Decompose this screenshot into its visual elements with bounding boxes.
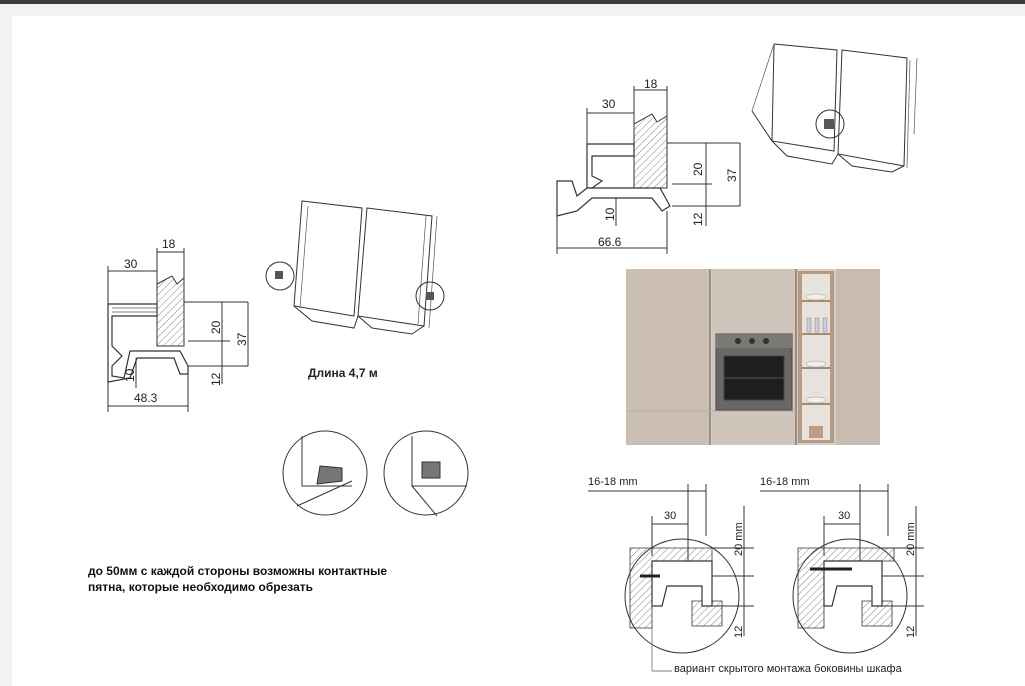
dim-30-large: 30 [602, 97, 616, 111]
mount-left-20: 20 mm [733, 522, 745, 556]
contact-spots-note [88, 563, 387, 595]
profile-drawing-small [108, 248, 248, 412]
dim-18: 18 [162, 237, 176, 251]
mount-left-12: 12 [733, 625, 745, 638]
dim-width: 48.3 [134, 391, 158, 405]
detail-circle-left [283, 431, 367, 515]
dim-width-large: 66.6 [598, 235, 622, 249]
mount-left-range: 16-18 mm [588, 476, 638, 488]
profile-drawing-large [557, 86, 740, 254]
length-label: Длина 4,7 м [308, 366, 378, 380]
mount-right-12: 12 [905, 625, 917, 638]
dim-10-large: 10 [603, 207, 617, 221]
dim-20: 20 [209, 320, 223, 334]
dim-18-large: 18 [644, 77, 658, 91]
hidden-mount-note: вариант скрытого монтажа боковины шкафа [674, 663, 902, 675]
mount-right-range: 16-18 mm [760, 476, 810, 488]
dim-12-large: 12 [691, 212, 705, 226]
dim-10: 10 [123, 368, 137, 382]
document-sheet [12, 16, 1025, 686]
top-bar [0, 0, 1025, 4]
dim-37-large: 37 [725, 168, 739, 182]
dim-30: 30 [124, 257, 138, 271]
contact-spots-note-line2: пятна, которые необходимо обрезать [88, 580, 313, 594]
cabinet-isometric-small [266, 201, 444, 334]
mount-left-30: 30 [664, 510, 677, 522]
detail-circle-right [384, 431, 468, 516]
contact-spots-note-line1: до 50мм с каждой стороны возможны контактные [88, 564, 388, 578]
cabinet-isometric-large [752, 44, 917, 172]
dim-12: 12 [209, 372, 223, 386]
dim-20-large: 20 [691, 162, 705, 176]
kitchen-photo [626, 269, 880, 445]
mount-right-30: 30 [838, 510, 851, 522]
dim-37: 37 [235, 332, 249, 346]
mount-right-20: 20 mm [905, 522, 917, 556]
